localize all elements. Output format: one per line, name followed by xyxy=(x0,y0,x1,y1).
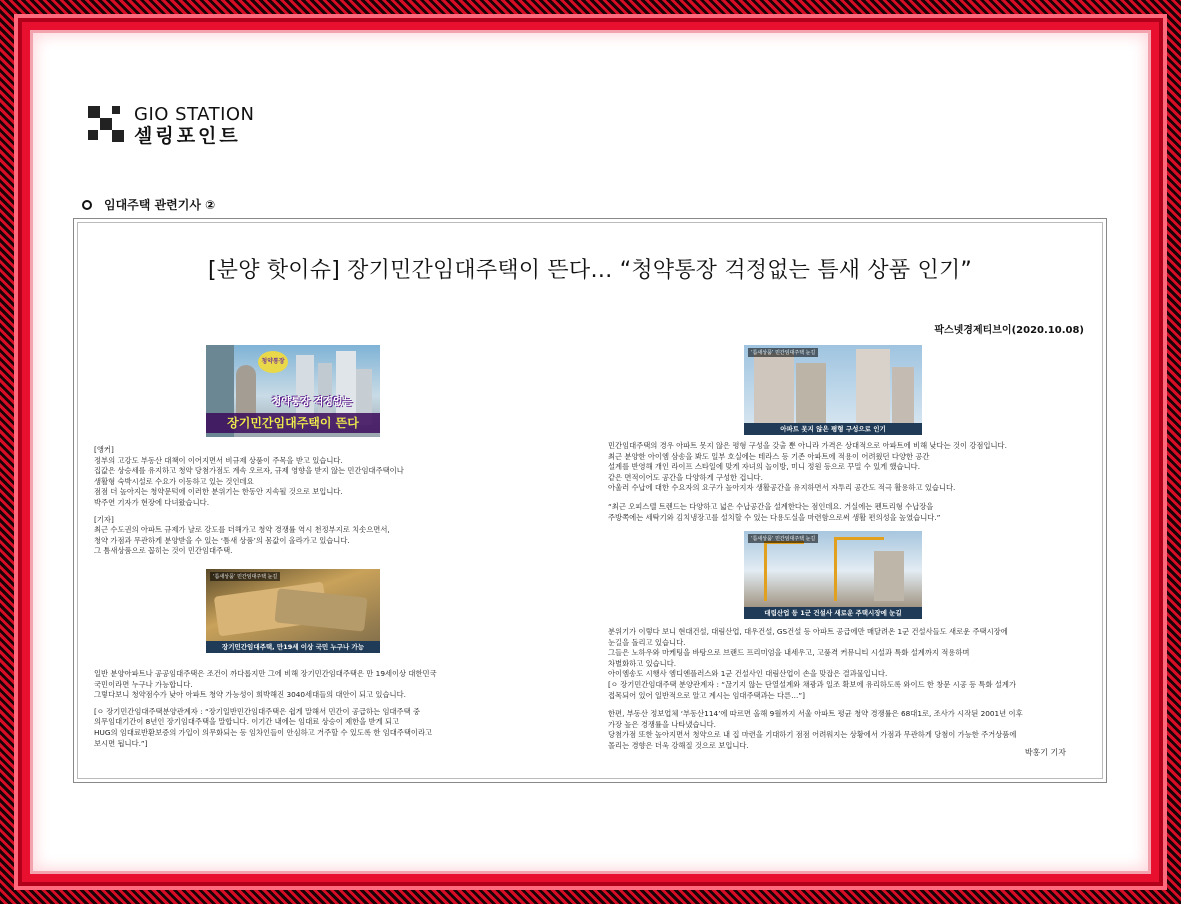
reporter-byline: 박홍기 기자 xyxy=(1024,748,1066,757)
article-source: 팍스넷경제티브이(2020.10.08) xyxy=(934,325,1084,336)
right-paragraph-4: 한편, 부동산 정보업체 ‘부동산114’에 따르면 올해 9월까지 서울 아파트 평균 청약 경쟁률은 68대1로, 조사가 시작된 2001년 이후 가장 높은 경쟁률을 나타냈습니다. 당첨가점 또한 높아지면서 청약으로 내 집 마련을 기대하기 점점 어려워지는 상황에서 가점과 무관하게 당첨이 가능한 주거상품에 몰리는 경향은 더욱 강해질 것으로 보입니다. xyxy=(608,709,1023,750)
checker-logo-icon xyxy=(88,106,128,146)
article-headline: [분양 핫이슈] 장기민간임대주택이 뜬다… “청약통장 걱정없는 틈새 상품 인기” xyxy=(207,258,973,283)
overlay-title: 청약통장 걱정없는 xyxy=(271,397,353,408)
article-clipping xyxy=(73,218,1107,783)
brand-logo xyxy=(88,106,255,146)
brand-name: GIO STATION xyxy=(134,104,255,125)
overlay-badge: 청약통장 xyxy=(258,351,288,373)
left-column-lower-text xyxy=(94,669,564,755)
image-tag: ‘틈새상품’ 민간임대주택 눈길 xyxy=(748,534,818,543)
left-column-text xyxy=(94,445,564,563)
news-image-4 xyxy=(744,531,922,619)
right-paragraph-1: 민간임대주택의 경우 아파트 못지 않은 평형 구성을 갖출 뿐 아니라 가격은 상대적으로 아파트에 비해 낮다는 것이 강점입니다. 최근 분양한 아이엠 삼송을 봐도 일부 호실에는 테라스 등 기존 아파트에 적용이 어려웠던 다양한 공간 설계를 반영해 개인 라이프 스타일에 맞게 자녀의 놀이방, 미니 정원 등으로 꾸밀 수 있게 했습니다. 같은 면적이어도 공간을 다양하게 구성한 겁니다. 아울러 수납에 대한 수요자의 요구가 높아지자 생활공간을 유지하면서 자투리 공간도 적극 활용하고 있습니다. xyxy=(608,441,1007,493)
brand-subtitle: 셀링포인트 xyxy=(134,125,241,147)
left-paragraph-2: [기자] 최근 수도권의 아파트 규제가 날로 강도를 더해가고 청약 경쟁률 역시 천정부지로 치솟으면서, 청약 가점과 무관하게 분양받을 수 있는 ‘틈새 상품’의 몸값이 올라가고 있습니다. 그 틈새상품으로 꼽히는 것이 민간임대주택. xyxy=(94,514,390,556)
left-paragraph-4: [ㅇ 장기민간임대주택분양관계자 : “장기일반민간임대주택은 쉽게 말해서 민간이 공급하는 임대주택 중 의무임대기간이 8년인 장기임대주택을 말합니다. 이기간 내에는 임대료 상승이 제한을 받게 되고 HUG의 임대료반환보증의 가입이 의무화되는 등 임차인들이 안심하고 거주할 수 있도록 한 임대주택이라고 보시면 됩니다.”] xyxy=(94,706,433,748)
left-paragraph-3: 일반 분양아파트나 공공임대주택은 조건이 까다롭지만 그에 비해 장기민간임대주택은 만 19세이상 대한민국 국민이라면 누구나 가능합니다. 그렇다보니 청약점수가 낮아 아파트 청약 가능성이 희박해진 3040세대들의 대안이 되고 있습니다. xyxy=(94,669,437,700)
image-tag: ‘틈새상품’ 민간임대주택 눈길 xyxy=(748,348,818,357)
overlay-caption: 장기민간임대주택이 뜬다 xyxy=(206,413,380,433)
right-paragraph-3: 분위기가 이렇다 보니 현대건설, 대림산업, 대우건설, GS건설 등 아파트 공급에만 매달려온 1군 건설사들도 새로운 주택시장에 눈길을 돌리고 있습니다. 그들은 노하우와 마케팅을 바탕으로 브랜드 프리미엄을 내세우고, 고품격 커뮤니티 시설과 특화 설계까지 적용하며 차별화하고 있습니다. 아이엠송도 시행사 엠디엔플러스와 1군 건설사인 대림산업이 손을 맞잡은 결과물입니다. [ㅇ 장기민간임대주택 분양관계자 : “끊기지 않는 단열설계와 채광과 일조 확보에 유리하도록 와이드 한 창문 시공 등 특화 설계가 접목되어 있어 일반적으로 알고 계시는 임대주택과는 다른…”] xyxy=(608,627,1017,700)
section-heading xyxy=(82,196,215,213)
circle-bullet-icon xyxy=(82,200,92,210)
section-title: 임대주택 관련기사 ② xyxy=(104,198,216,212)
image-caption: 장기민간임대주택, 만19세 이상 국민 누구나 가능 xyxy=(206,641,380,653)
image-caption: 아파트 못지 않은 평형 구성으로 인기 xyxy=(744,423,922,435)
right-paragraph-2: “최근 오피스텔 트렌드는 다양하고 넓은 수납공간을 설계한다는 점인데요. 거실에는 펜트리형 수납장을 주방쪽에는 세탁기와 김치냉장고를 설치할 수 있는 다용도실을 마련함으로써 생활 편의성을 높였습니다.” xyxy=(608,501,941,522)
left-paragraph-1: [앵커] 정부의 고강도 부동산 대책이 이어지면서 비규제 상품이 주목을 받고 있습니다. 집값은 상승세를 유지하고 청약 당첨가점도 계속 오르자, 규제 영향을 받지 않는 민간임대주택이나 생활형 숙박시설로 수요가 이동하고 있는 것인데요 점점 더 높아지는 청약문턱에 이러한 분위기는 한동안 지속될 것으로 보입니다. 박주연 기자가 현장에 다녀왔습니다. xyxy=(94,445,404,507)
news-image-3 xyxy=(744,345,922,435)
image-tag: ‘틈새상품’ 민간임대주택 눈길 xyxy=(210,572,280,581)
right-column-lower-text xyxy=(608,627,1088,758)
right-column-text xyxy=(608,441,1088,529)
news-image-2 xyxy=(206,569,380,653)
image-caption: 대림산업 등 1군 건설사 새로운 주택시장에 눈길 xyxy=(744,607,922,619)
news-image-1 xyxy=(206,345,380,437)
